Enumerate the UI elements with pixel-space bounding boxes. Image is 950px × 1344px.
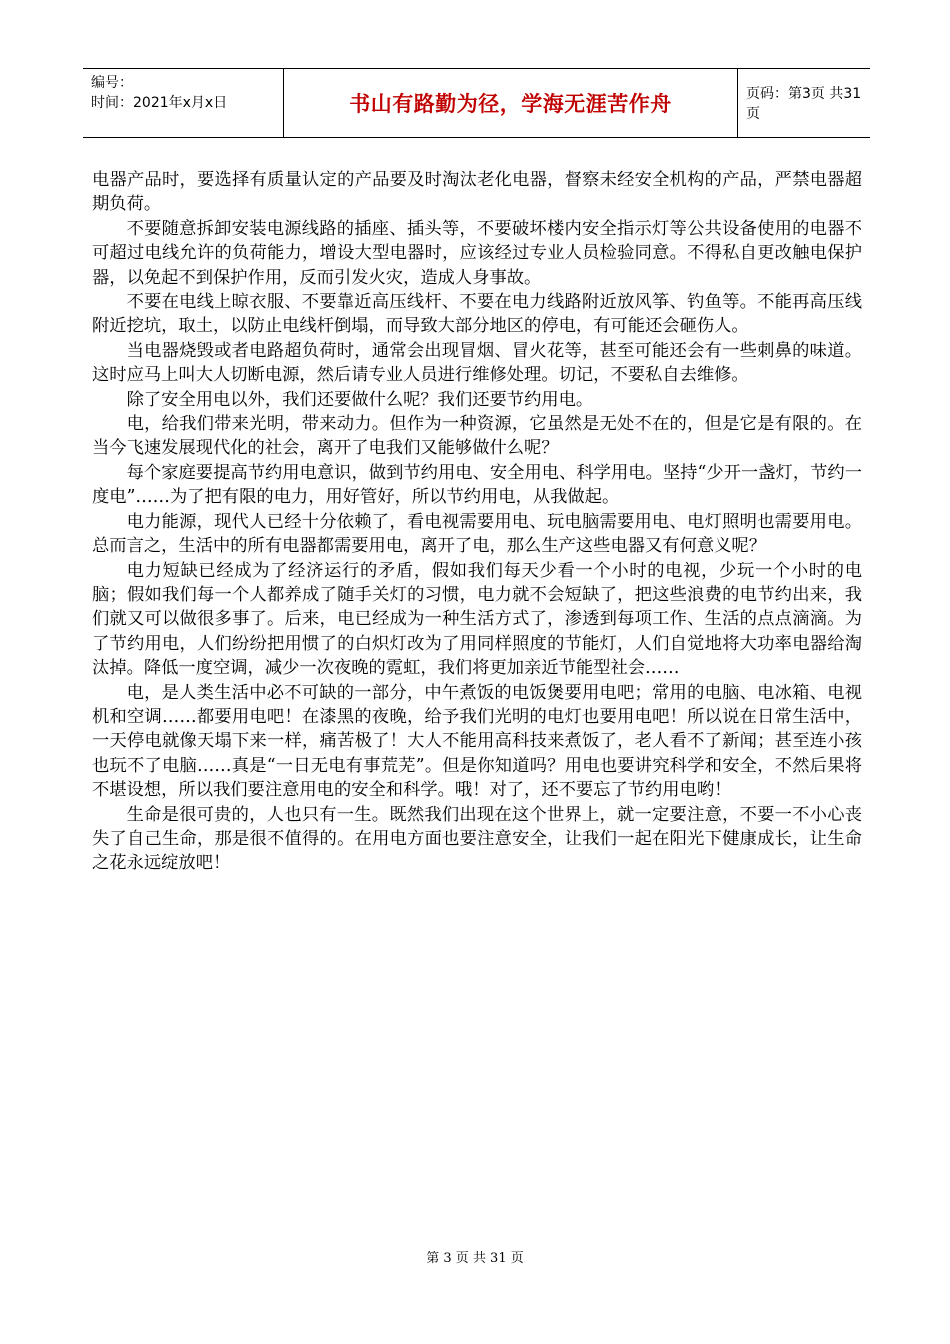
page-header — [83, 68, 870, 138]
header-meta-cell — [83, 69, 284, 137]
document-number-label: 编号： — [91, 75, 133, 91]
paragraph: 当电器烧毁或者电路超负荷时，通常会出现冒烟、冒火花等，甚至可能还会有一些刺鼻的味道。这时应马上叫大人切断电源，然后请专业人员进行维修处理。切记，不要私自去维修。 — [92, 340, 862, 386]
paragraph: 电，给我们带来光明，带来动力。但作为一种资源，它虽然是无处不在的，但是它是有限的。在当今飞速发展现代化的社会，离开了电我们又能够做什么呢？ — [92, 414, 862, 459]
paragraph: 电力短缺已经成为了经济运行的矛盾，假如我们每天少看一个小时的电视，少玩一个小时的电脑；假如我们每一个人都养成了随手关灯的习惯，电力就不会短缺了，把这些浪费的电节约出来，我们就又可以做很多事了。后来，电已经成为一种生活方式了，渗透到每项工作、生活的点点滴滴。为了节约用电，人们纷纷把用惯了的白炽灯改为了用同样照度的节能灯，人们自觉地将大功率电器给淘汰掉。降低一度空调，减少一次夜晚的霓虹，我们将更加亲近节能型社会…… — [92, 560, 862, 679]
paragraph: 不要随意拆卸安装电源线路的插座、插头等，不要破坏楼内安全指示灯等公共设备使用的电器不可超过电线允许的负荷能力，增设大型电器时，应该经过专业人员检验同意。不得私自更改触电保护器，以免起不到保护作用，反而引发火灾，造成人身事故。 — [92, 218, 862, 288]
document-date: 时间：2021年x月x日 — [91, 95, 228, 111]
header-page-info: 页码：第3页 共31页 — [746, 86, 862, 122]
paragraph: 电力能源，现代人已经十分依赖了，看电视需要用电、玩电脑需要用电、电灯照明也需要用电。总而言之，生活中的所有电器都需要用电，离开了电，那么生产这些电器又有何意义呢？ — [92, 511, 862, 557]
document-body — [92, 168, 862, 876]
paragraph: 电，是人类生活中必不可缺的一部分，中午煮饭的电饭煲要用电吧；常用的电脑、电冰箱、电视机和空调……都要用电吧！在漆黑的夜晚，给予我们光明的电灯也要用电吧！所以说在日常生活中，一天停电就像天塌下来一样，痛苦极了！大人不能用高科技来煮饭了，老人看不了新闻；甚至连小孩也玩不了电脑……真是“一日无电有事荒芜”。但是你知道吗？用电也要讲究科学和安全，不然后果将不堪设想，所以我们要注意用电的安全和科学。哦！对了，还不要忘了节约用电哟！ — [92, 682, 862, 801]
paragraph: 电器产品时，要选择有质量认定的产品要及时淘汰老化电器，督察未经安全机构的产品，严禁电器超期负荷。 — [92, 170, 862, 215]
page-footer: 第 3 页 共 31 页 — [426, 1251, 524, 1266]
paragraph: 生命是很可贵的，人也只有一生。既然我们出现在这个世界上，就一定要注意，不要一不小心丧失了自己生命，那是很不值得的。在用电方面也要注意安全，让我们一起在阳光下健康成长，让生命之花永远绽放吧！ — [92, 804, 862, 874]
paragraph: 不要在电线上晾衣服、不要靠近高压线杆、不要在电力线路附近放风筝、钓鱼等。不能再高压线附近挖坑，取土，以防止电线杆倒塌，而导致大部分地区的停电，有可能还会砸伤人。 — [92, 292, 862, 337]
header-motto: 书山有路勤为径，学海无涯苦作舟 — [284, 69, 738, 137]
paragraph: 除了安全用电以外，我们还要做什么呢？我们还要节约用电。 — [126, 389, 594, 410]
paragraph: 每个家庭要提高节约用电意识，做到节约用电、安全用电、科学用电。坚持“少开一盏灯，节约一度电”……为了把有限的电力，用好管好，所以节约用电，从我做起。 — [92, 462, 862, 508]
